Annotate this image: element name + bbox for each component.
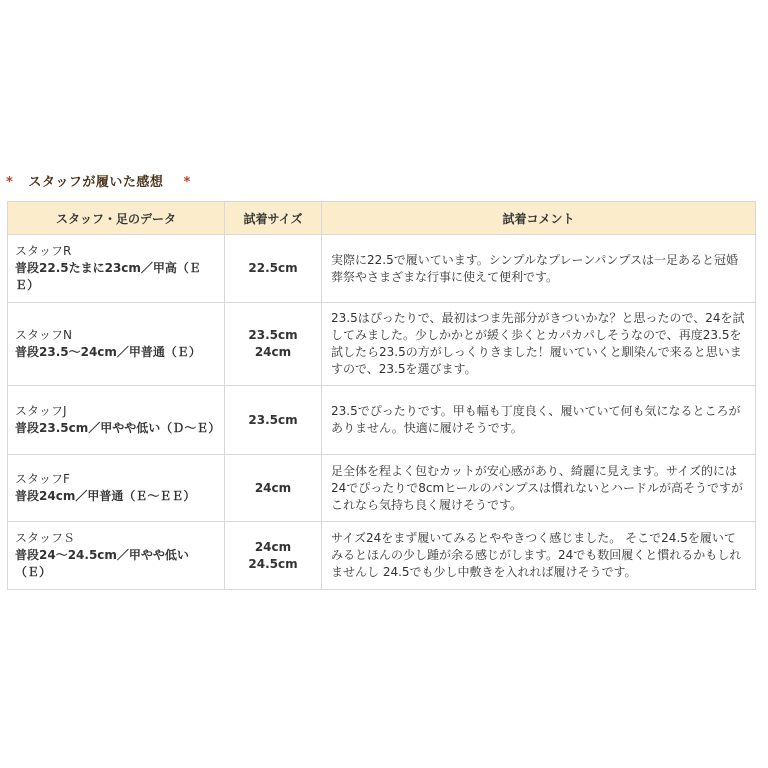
table-row: [8, 235, 756, 303]
staff-cell: [8, 455, 225, 522]
header-staff: スタッフ・足のデータ: [8, 202, 225, 235]
staff-cell: [8, 522, 225, 590]
header-comment: 試着コメント: [322, 202, 756, 235]
trial-size: 24cm: [254, 480, 292, 495]
size-cell: [225, 455, 322, 522]
heading-title: スタッフが履いた感想: [28, 175, 164, 190]
header-size: 試着サイズ: [225, 202, 322, 235]
comment-cell: 足全体を程よく包むカットが安心感があり、綺麗に見えます。サイズ的には24でぴったりで8cmヒールのパンプスは慣れないとハードルが高そうですがこれなら気持ち良く履けそうです。: [322, 455, 756, 522]
comment-cell: サイズ24をまず履いてみるとややきつく感じました。 そこで24.5を履いてみるとほんの少し踵が余る感じがします。24でも数回履くと慣れるかもしれませんし 24.5でも少し中敷きを入れれば履けそうです。: [322, 522, 756, 590]
trial-size: 23.5cm: [248, 412, 298, 427]
foot-data: 普段22.5たまに23cm／甲高（ＥＥ）: [15, 261, 201, 292]
heading-star-right: *: [183, 175, 191, 190]
staff-name: スタッフN: [15, 328, 72, 342]
staff-name: スタッフF: [15, 472, 70, 486]
table-row: [8, 386, 756, 455]
header-row: [8, 202, 756, 235]
comment-cell: 23.5でぴったりです。甲も幅も丁度良く、履いていて何も気になるところがありません。快適に履けそうです。: [322, 386, 756, 455]
trial-size: 24cm: [254, 345, 292, 359]
staff-name: スタッフJ: [15, 404, 67, 418]
comment-cell: 実際に22.5で履いています。シンプルなプレーンパンプスは一足あると冠婚葬祭やさまざまな行事に使えて便利です。: [322, 235, 756, 303]
size-cell: [225, 235, 322, 303]
staff-cell: [8, 235, 225, 303]
size-cell: [225, 303, 322, 386]
section-heading: [6, 171, 191, 190]
foot-data: 普段23.5～24cm／甲普通（Ｅ）: [15, 345, 201, 359]
review-table: [7, 201, 756, 590]
staff-name: スタッフＳ: [15, 531, 76, 545]
staff-name: スタッフR: [15, 244, 72, 258]
foot-data: 普段24～24.5cm／甲やや低い（Ｅ）: [15, 548, 189, 579]
table-row: [8, 455, 756, 522]
foot-data: 普段23.5cm／甲やや低い（Ｄ～Ｅ）: [15, 421, 221, 435]
comment-cell: 23.5はぴったりで、最初はつま先部分がきついかな？と思ったので、24を試してみました。少しかかとが緩く歩くとカパカパしそうなので、再度23.5を試したら23.5の方がしっくりきました！履いていくと馴染んで来ると思いますので、23.5を選びます。: [322, 303, 756, 386]
foot-data: 普段24cm／甲普通（Ｅ～ＥＥ）: [15, 489, 196, 503]
table-row: [8, 522, 756, 590]
size-cell: [225, 386, 322, 455]
trial-size: 23.5cm: [248, 328, 298, 342]
table-row: [8, 303, 756, 386]
trial-size: 24cm: [254, 539, 292, 554]
trial-size: 22.5cm: [248, 261, 298, 275]
staff-cell: [8, 386, 225, 455]
staff-cell: [8, 303, 225, 386]
heading-star-left: *: [6, 175, 14, 190]
size-cell: [225, 522, 322, 590]
trial-size: 24.5cm: [248, 556, 298, 571]
